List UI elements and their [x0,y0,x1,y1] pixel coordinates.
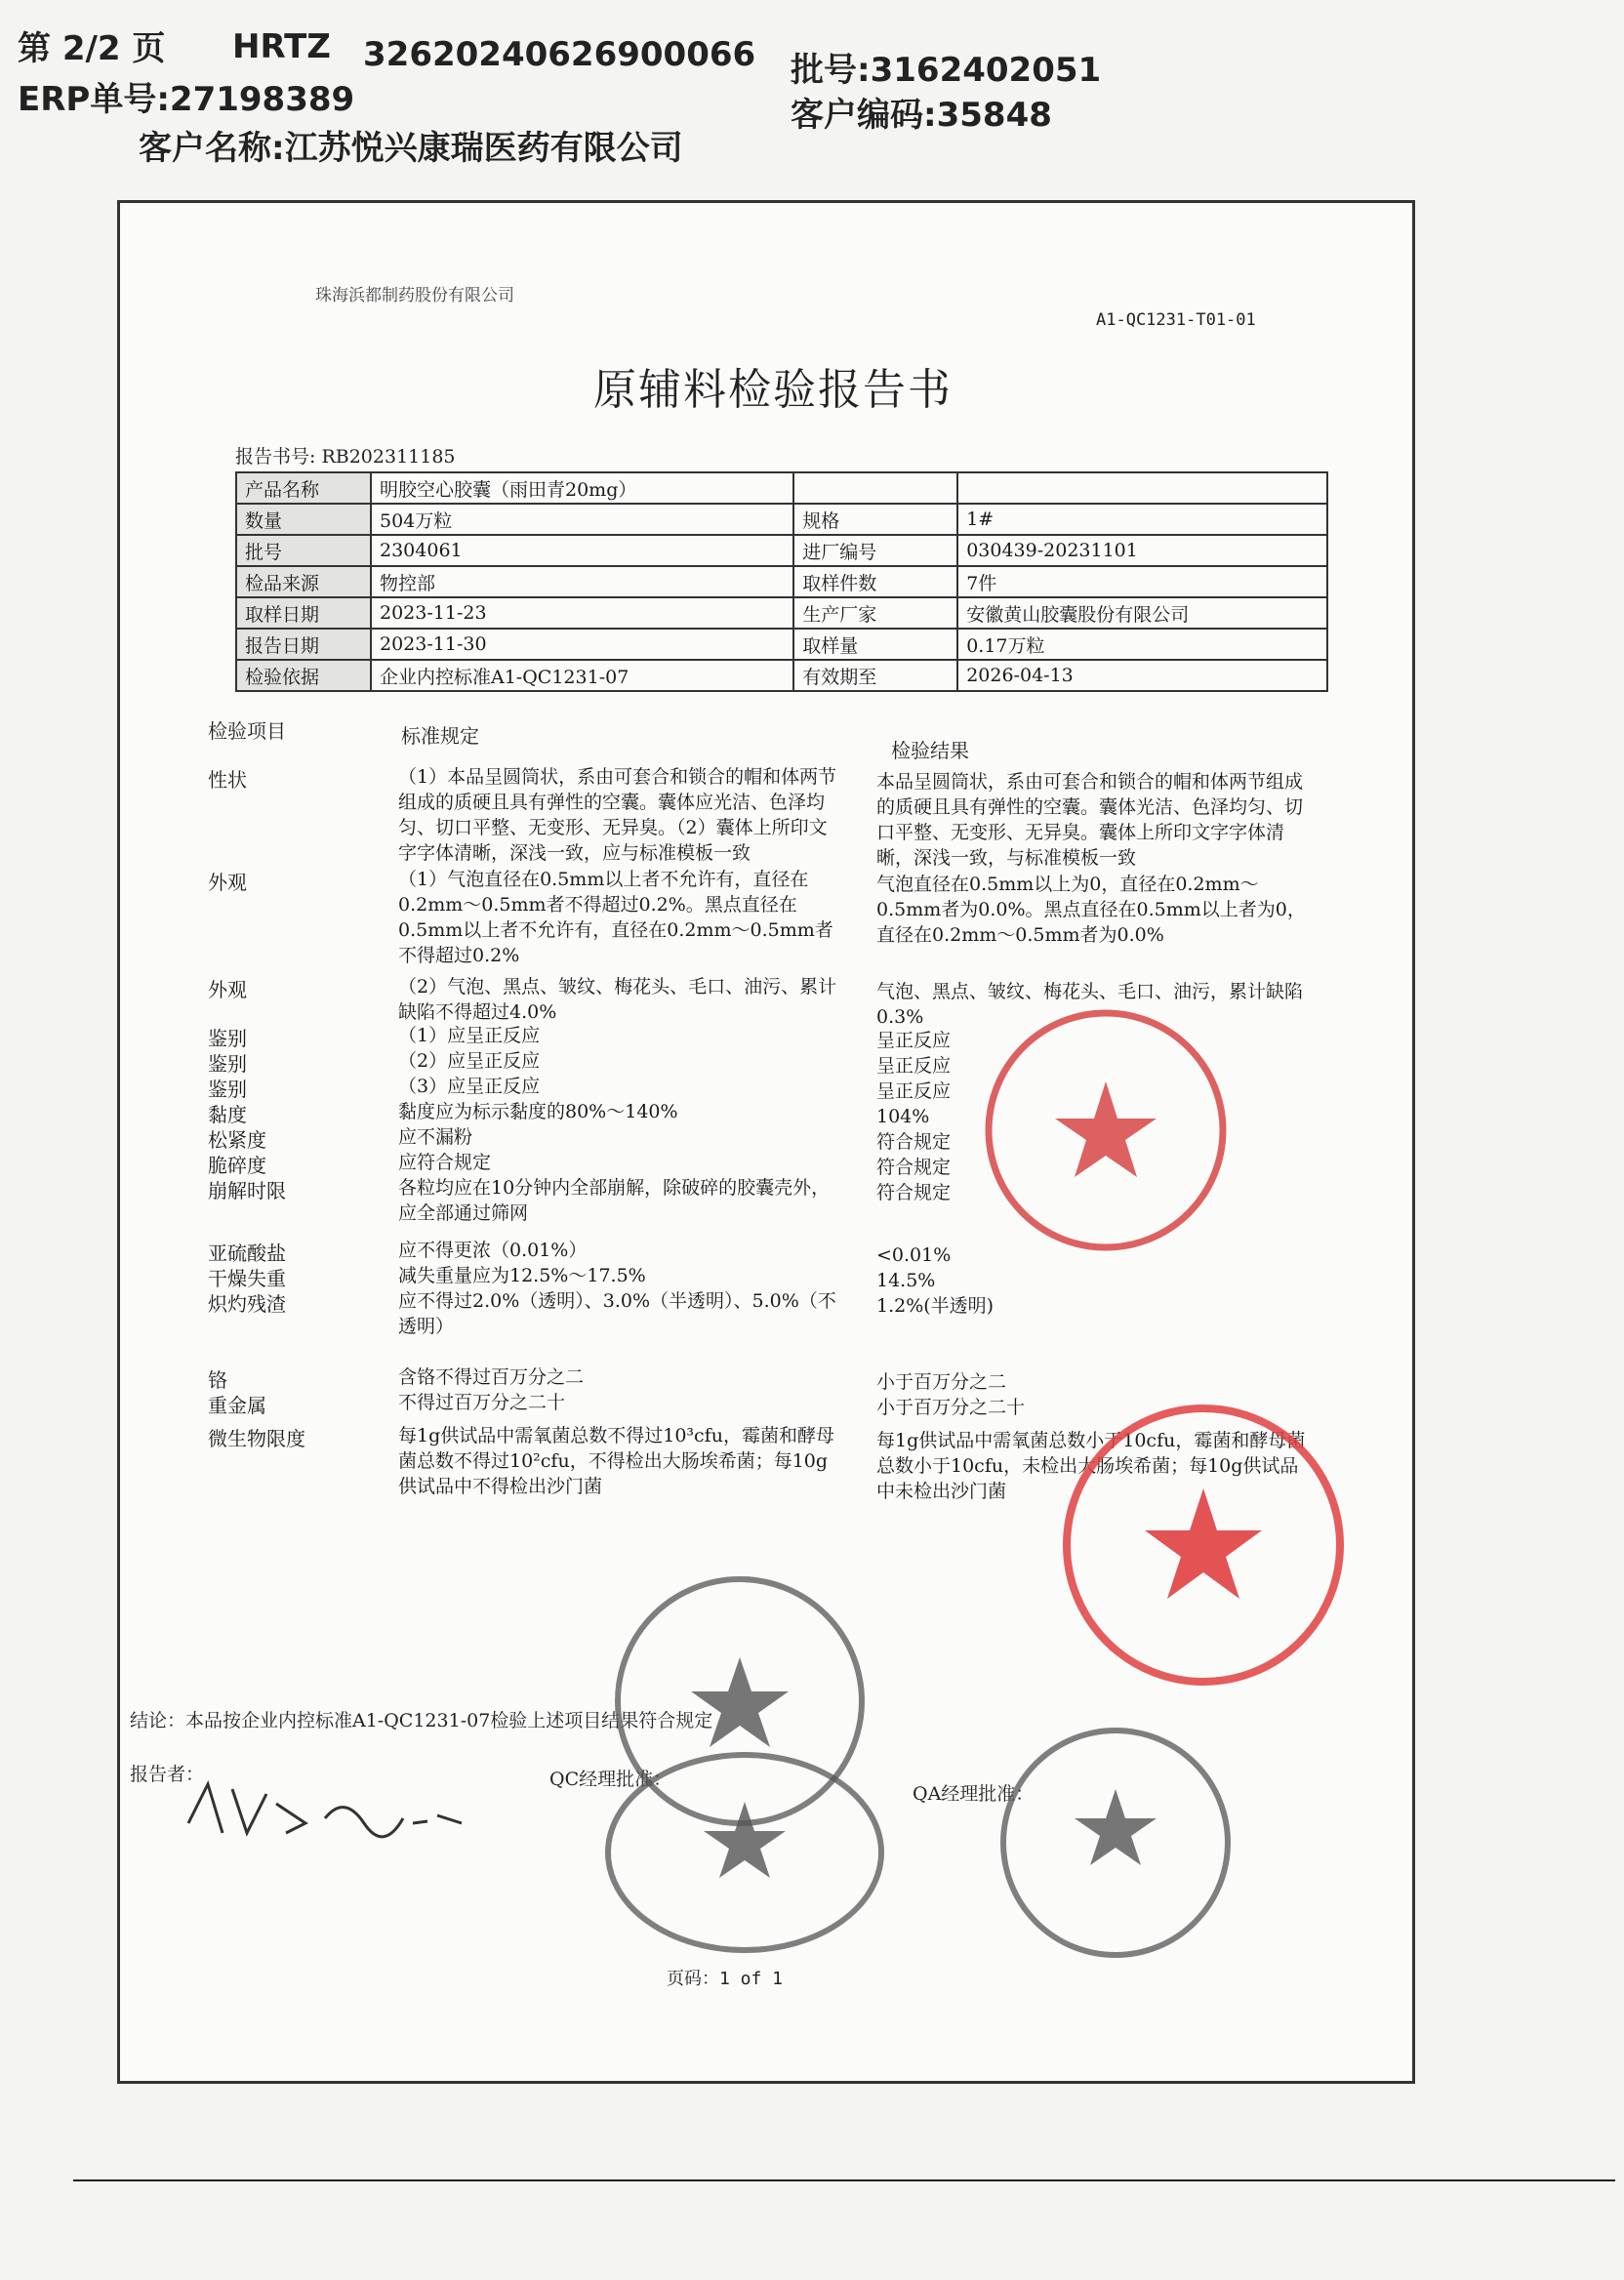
test-item: 重金属 [208,1394,266,1417]
test-result: 1.2%(半透明) [876,1295,995,1317]
info-label: 批号 [236,535,371,566]
qa-approval-label: QA经理批准： [913,1783,1035,1805]
report-page [117,200,1415,2084]
test-standard: （1）本品呈圆筒状，系由可套合和锁合的帽和体两节组成的质硬且具有弹性的空囊。囊体应光洁、色泽均匀、切口平整、无变形、无异臭。（2）囊体上所印文字字体清晰，深浅一致，应与标准模板一致 [398,766,837,864]
test-item: 外观 [208,871,247,894]
test-result: 小于百万分之二十 [876,1397,1026,1418]
test-item: 干燥失重 [208,1267,286,1290]
page-footer: 页码：1 of 1 [667,1969,784,1989]
erp-number: ERP单号:27198389 [18,80,355,119]
test-result: 每1g供试品中需氧菌总数小于10cfu，霉菌和酵母菌总数小于10cfu，未检出大肠埃希菌；每10g供试品中未检出沙门菌 [876,1430,1306,1502]
info-label: 有效期至 [793,660,957,691]
test-standard: （3）应呈正反应 [398,1076,541,1097]
test-result: 呈正反应 [876,1030,952,1051]
test-result: 气泡直径在0.5mm以上为0，直径在0.2mm～0.5mm者为0.0%。黑点直径在0.5mm以上者为0，直径在0.2mm～0.5mm者为0.0% [876,874,1306,946]
info-value: 2023-11-23 [371,597,793,629]
info-row [236,629,1327,660]
document-title: 原辅料检验报告书 [593,365,953,415]
gray-stamp-qm [598,1745,891,1960]
info-label: 检品来源 [236,566,371,597]
info-label: 产品名称 [236,472,371,504]
info-value: 7件 [957,566,1327,597]
red-company-stamp-2 [1057,1399,1350,1691]
test-item: 脆碎度 [208,1154,266,1177]
test-item: 铬 [208,1368,227,1392]
test-item: 炽灼残渣 [208,1292,286,1316]
test-item: 外观 [208,978,247,1001]
customer-code: 客户编码:35848 [791,96,1052,135]
test-result: 气泡、黑点、皱纹、梅花头、毛口、油污，累计缺陷0.3% [876,981,1304,1028]
test-item: 鉴别 [208,1052,247,1076]
info-label: 报告日期 [236,629,371,660]
test-standard: 黏度应为标示黏度的80%～140% [398,1101,678,1122]
test-standard: 减失重量应为12.5%～17.5% [398,1265,646,1286]
info-value: 0.17万粒 [957,629,1327,660]
info-value: 2304061 [371,535,793,566]
report-number: 报告书号: RB202311185 [235,446,456,468]
test-result: 呈正反应 [876,1055,952,1077]
test-item: 鉴别 [208,1078,247,1101]
test-item: 崩解时限 [208,1179,286,1202]
info-value: 安徽黄山胶囊股份有限公司 [957,597,1327,629]
hrtz-number: 32620240626900066 [363,35,756,74]
info-value [957,472,1327,504]
reporter-signature [179,1765,471,1852]
test-standard: （1）应呈正反应 [398,1025,541,1046]
info-row [236,504,1327,535]
bottom-rule [73,2179,1615,2181]
column-header-item: 检验项目 [208,719,286,743]
document-code: A1-QC1231-T01-01 [1096,310,1256,330]
issuing-company: 珠海浜都制药股份有限公司 [315,286,514,305]
page-indicator: 第 2/2 页 [18,29,166,68]
batch-number: 批号:3162402051 [791,51,1102,90]
test-standard: 各粒均应在10分钟内全部崩解，除破碎的胶囊壳外，应全部通过筛网 [398,1177,831,1224]
hrtz-label: HRTZ [232,27,331,66]
info-row [236,660,1327,691]
test-item: 性状 [208,768,247,792]
test-result: 小于百万分之二 [876,1371,1007,1393]
info-label: 进厂编号 [793,535,957,566]
product-info-table [235,471,1328,692]
conclusion: 结论：本品按企业内控标准A1-QC1231-07检验上述项目结果符合规定 [130,1710,713,1731]
customer-name: 客户名称:江苏悦兴康瑞医药有限公司 [139,129,683,168]
test-item: 鉴别 [208,1027,247,1050]
qc-approval-label: QC经理批准： [549,1769,672,1790]
info-row [236,597,1327,629]
info-row [236,566,1327,597]
info-label [793,472,957,504]
test-result: 符合规定 [876,1131,952,1153]
test-standard: 不得过百万分之二十 [398,1392,566,1413]
info-label: 取样日期 [236,597,371,629]
test-result: 14.5% [876,1270,936,1291]
test-standard: 每1g供试品中需氧菌总数不得过10³cfu，霉菌和酵母菌总数不得过10²cfu，不得检出大肠埃希菌；每10g供试品中不得检出沙门菌 [398,1425,834,1497]
test-result: 本品呈圆筒状，系由可套合和锁合的帽和体两节组成的质硬且具有弹性的空囊。囊体光洁、色泽均匀、切口平整、无变形、无异臭。囊体上所印文字字体清晰，深浅一致，与标准模板一致 [876,771,1304,869]
column-header-result: 检验结果 [891,739,969,762]
gray-stamp-qa [994,1721,1238,1965]
test-standard: （2）气泡、黑点、皱纹、梅花头、毛口、油污、累计缺陷不得超过4.0% [398,976,837,1023]
info-value: 物控部 [371,566,793,597]
test-result: 符合规定 [876,1157,952,1178]
test-item: 松紧度 [208,1128,266,1152]
test-standard: 含铬不得过百万分之二 [398,1366,585,1388]
test-standard: 应符合规定 [398,1152,492,1173]
test-result: 104% [876,1106,930,1127]
info-label: 取样件数 [793,566,957,597]
info-label: 数量 [236,504,371,535]
test-standard: 应不漏粉 [398,1126,473,1148]
info-label: 生产厂家 [793,597,957,629]
test-item: 黏度 [208,1103,247,1126]
test-standard: （1）气泡直径在0.5mm以上者不允许有，直径在0.2mm～0.5mm者不得超过0.2%。黑点直径在0.5mm以上者不允许有，直径在0.2mm～0.5mm者不得超过0.2% [398,869,833,966]
info-value: 2023-11-30 [371,629,793,660]
info-label: 检验依据 [236,660,371,691]
test-standard: （2）应呈正反应 [398,1050,541,1072]
red-company-stamp-1 [979,1003,1233,1257]
info-value: 明胶空心胶囊（雨田青20mg） [371,472,793,504]
test-item: 亚硫酸盐 [208,1242,286,1265]
info-value: 504万粒 [371,504,793,535]
test-item: 微生物限度 [208,1427,305,1450]
info-row [236,535,1327,566]
info-value: 1# [957,504,1327,535]
info-label: 取样量 [793,629,957,660]
info-row [236,472,1327,504]
test-result: 符合规定 [876,1182,952,1203]
info-value: 企业内控标准A1-QC1231-07 [371,660,793,691]
column-header-standard: 标准规定 [401,724,479,748]
test-result: <0.01% [876,1244,952,1266]
info-value: 2026-04-13 [957,660,1327,691]
test-standard: 应不得更浓（0.01%） [398,1240,588,1261]
info-value: 030439-20231101 [957,535,1327,566]
info-label: 规格 [793,504,957,535]
test-standard: 应不得过2.0%（透明）、3.0%（半透明）、5.0%（不透明） [398,1290,836,1337]
test-result: 呈正反应 [876,1080,952,1102]
reporter-label: 报告者： [130,1764,205,1785]
